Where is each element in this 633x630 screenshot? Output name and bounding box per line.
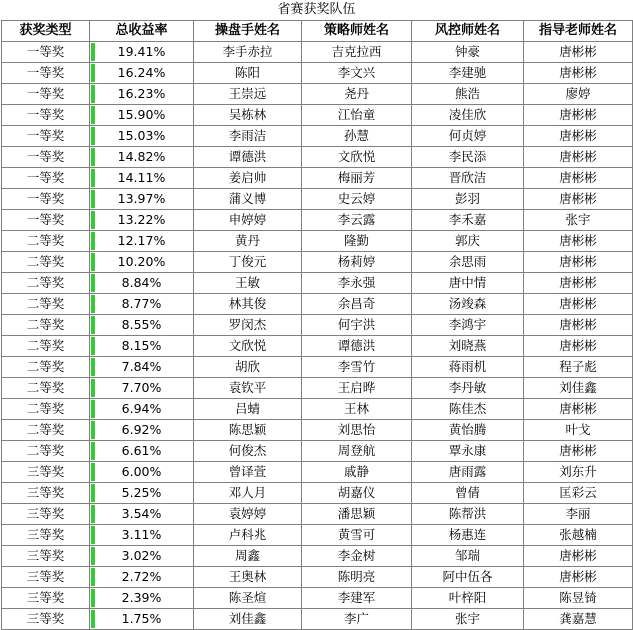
cell-total-return [90, 357, 194, 378]
cell-trader-name: 李雨洁 [194, 126, 302, 147]
return-marker [91, 526, 95, 544]
cell-strategist-name: 戚静 [302, 462, 412, 483]
cell-advisor-name: 唐彬彬 [524, 273, 633, 294]
column-header-total-return: 总收益率 [90, 21, 194, 42]
cell-risk-manager-name: 何贞婷 [412, 126, 524, 147]
table-header [2, 21, 633, 42]
return-marker [91, 106, 95, 124]
table-row [2, 462, 633, 483]
return-marker [91, 337, 95, 355]
cell-risk-manager-name: 刘晓燕 [412, 336, 524, 357]
cell-total-return [90, 609, 194, 630]
cell-strategist-name: 梅丽芳 [302, 168, 412, 189]
cell-total-return [90, 63, 194, 84]
table-row [2, 609, 633, 630]
return-marker [91, 295, 95, 313]
cell-total-return [90, 168, 194, 189]
cell-advisor-name: 唐彬彬 [524, 252, 633, 273]
return-value: 3.11% [121, 527, 162, 542]
cell-award-type: 一等奖 [2, 126, 90, 147]
cell-advisor-name: 张越楠 [524, 525, 633, 546]
return-marker [91, 505, 95, 523]
return-value: 6.61% [121, 443, 162, 458]
cell-advisor-name: 唐彬彬 [524, 294, 633, 315]
cell-total-return [90, 546, 194, 567]
cell-trader-name: 黄丹 [194, 231, 302, 252]
table-row [2, 420, 633, 441]
table-body [2, 42, 633, 630]
cell-total-return [90, 210, 194, 231]
cell-advisor-name: 匡彩云 [524, 483, 633, 504]
table-row [2, 546, 633, 567]
cell-total-return [90, 462, 194, 483]
award-table [1, 20, 633, 630]
cell-advisor-name: 叶戈 [524, 420, 633, 441]
cell-award-type: 二等奖 [2, 378, 90, 399]
cell-total-return [90, 525, 194, 546]
cell-advisor-name: 唐彬彬 [524, 231, 633, 252]
cell-risk-manager-name: 蒋雨机 [412, 357, 524, 378]
cell-trader-name: 王敏 [194, 273, 302, 294]
return-value: 6.00% [121, 464, 162, 479]
column-header-award-type: 获奖类型 [2, 21, 90, 42]
cell-risk-manager-name: 彭羽 [412, 189, 524, 210]
cell-award-type: 一等奖 [2, 168, 90, 189]
cell-award-type: 三等奖 [2, 609, 90, 630]
cell-trader-name: 吴栋林 [194, 105, 302, 126]
cell-risk-manager-name: 覃永康 [412, 441, 524, 462]
cell-strategist-name: 隆勤 [302, 231, 412, 252]
table-row [2, 357, 633, 378]
cell-trader-name: 卢科兆 [194, 525, 302, 546]
cell-strategist-name: 孙慧 [302, 126, 412, 147]
return-marker [91, 610, 95, 628]
table-row [2, 126, 633, 147]
return-value: 12.17% [117, 233, 166, 248]
cell-trader-name: 丁俊元 [194, 252, 302, 273]
cell-trader-name: 胡欣 [194, 357, 302, 378]
cell-award-type: 三等奖 [2, 546, 90, 567]
cell-trader-name: 李手赤拉 [194, 42, 302, 63]
return-value: 8.77% [121, 296, 162, 311]
cell-award-type: 二等奖 [2, 231, 90, 252]
cell-risk-manager-name: 李民添 [412, 147, 524, 168]
cell-strategist-name: 尧丹 [302, 84, 412, 105]
return-value: 15.03% [117, 128, 166, 143]
table-row [2, 588, 633, 609]
cell-award-type: 一等奖 [2, 189, 90, 210]
cell-total-return [90, 336, 194, 357]
cell-strategist-name: 王林 [302, 399, 412, 420]
cell-strategist-name: 史云婷 [302, 189, 412, 210]
cell-strategist-name: 文欣悦 [302, 147, 412, 168]
cell-risk-manager-name: 钟豪 [412, 42, 524, 63]
return-marker [91, 64, 95, 82]
return-value: 3.02% [121, 548, 162, 563]
table-row [2, 231, 633, 252]
return-value: 5.25% [121, 485, 162, 500]
return-marker [91, 316, 95, 334]
return-marker [91, 547, 95, 565]
cell-risk-manager-name: 李建驰 [412, 63, 524, 84]
return-marker [91, 484, 95, 502]
cell-strategist-name: 黄雪可 [302, 525, 412, 546]
cell-advisor-name: 张宇 [524, 210, 633, 231]
cell-trader-name: 文欣悦 [194, 336, 302, 357]
cell-advisor-name: 龚嘉慧 [524, 609, 633, 630]
table-row [2, 189, 633, 210]
cell-award-type: 三等奖 [2, 567, 90, 588]
return-value: 13.22% [117, 212, 166, 227]
cell-risk-manager-name: 凌佳欣 [412, 105, 524, 126]
table-row [2, 315, 633, 336]
return-value: 16.23% [117, 86, 166, 101]
table-row [2, 42, 633, 63]
table-row [2, 378, 633, 399]
return-marker [91, 400, 95, 418]
cell-strategist-name: 谭德洪 [302, 336, 412, 357]
cell-risk-manager-name: 余思雨 [412, 252, 524, 273]
cell-risk-manager-name: 杨惠连 [412, 525, 524, 546]
cell-advisor-name: 李丽 [524, 504, 633, 525]
table-row [2, 504, 633, 525]
return-value: 8.15% [121, 338, 162, 353]
cell-risk-manager-name: 黄怡腾 [412, 420, 524, 441]
cell-award-type: 二等奖 [2, 420, 90, 441]
return-marker [91, 463, 95, 481]
cell-risk-manager-name: 晋欣洁 [412, 168, 524, 189]
table-row [2, 63, 633, 84]
cell-total-return [90, 42, 194, 63]
table-row [2, 210, 633, 231]
table-row [2, 147, 633, 168]
cell-advisor-name: 唐彬彬 [524, 315, 633, 336]
cell-risk-manager-name: 曾倩 [412, 483, 524, 504]
return-marker [91, 211, 95, 229]
cell-total-return [90, 294, 194, 315]
cell-total-return [90, 126, 194, 147]
cell-strategist-name: 李建军 [302, 588, 412, 609]
page-title: 省赛获奖队伍 [277, 2, 356, 17]
cell-strategist-name: 李金树 [302, 546, 412, 567]
return-marker [91, 169, 95, 187]
return-value: 7.70% [121, 380, 162, 395]
cell-award-type: 三等奖 [2, 462, 90, 483]
return-value: 14.11% [117, 170, 166, 185]
table-row [2, 273, 633, 294]
cell-advisor-name: 陈昱锜 [524, 588, 633, 609]
table-row [2, 252, 633, 273]
cell-award-type: 一等奖 [2, 42, 90, 63]
cell-strategist-name: 刘思怡 [302, 420, 412, 441]
cell-advisor-name: 唐彬彬 [524, 105, 633, 126]
cell-risk-manager-name: 张宇 [412, 609, 524, 630]
cell-award-type: 三等奖 [2, 504, 90, 525]
cell-advisor-name: 唐彬彬 [524, 63, 633, 84]
cell-total-return [90, 189, 194, 210]
cell-trader-name: 谭德洪 [194, 147, 302, 168]
cell-strategist-name: 胡嘉仪 [302, 483, 412, 504]
cell-total-return [90, 441, 194, 462]
return-value: 3.54% [121, 506, 162, 521]
return-value: 14.82% [117, 149, 166, 164]
cell-total-return [90, 147, 194, 168]
cell-trader-name: 周鑫 [194, 546, 302, 567]
cell-award-type: 二等奖 [2, 273, 90, 294]
cell-advisor-name: 唐彬彬 [524, 126, 633, 147]
cell-trader-name: 姜启帅 [194, 168, 302, 189]
cell-total-return [90, 273, 194, 294]
cell-trader-name: 陈阳 [194, 63, 302, 84]
cell-total-return [90, 588, 194, 609]
cell-total-return [90, 504, 194, 525]
column-header-advisor-name: 指导老师姓名 [524, 21, 633, 42]
return-marker [91, 379, 95, 397]
cell-trader-name: 陈圣煊 [194, 588, 302, 609]
cell-trader-name: 刘佳鑫 [194, 609, 302, 630]
cell-advisor-name: 唐彬彬 [524, 546, 633, 567]
cell-strategist-name: 陈明亮 [302, 567, 412, 588]
cell-strategist-name: 李永强 [302, 273, 412, 294]
cell-trader-name: 王崇远 [194, 84, 302, 105]
cell-advisor-name: 唐彬彬 [524, 441, 633, 462]
cell-risk-manager-name: 郭庆 [412, 231, 524, 252]
cell-advisor-name: 唐彬彬 [524, 189, 633, 210]
cell-strategist-name: 吉克拉西 [302, 42, 412, 63]
column-header-risk-manager-name: 风控师姓名 [412, 21, 524, 42]
table-row [2, 84, 633, 105]
cell-advisor-name: 唐彬彬 [524, 399, 633, 420]
cell-award-type: 三等奖 [2, 525, 90, 546]
return-marker [91, 85, 95, 103]
cell-trader-name: 王奥林 [194, 567, 302, 588]
cell-risk-manager-name: 邹瑞 [412, 546, 524, 567]
cell-risk-manager-name: 陈帮洪 [412, 504, 524, 525]
cell-strategist-name: 杨莉婷 [302, 252, 412, 273]
return-value: 8.84% [121, 275, 162, 290]
cell-total-return [90, 567, 194, 588]
return-marker [91, 568, 95, 586]
return-marker [91, 43, 95, 61]
cell-trader-name: 吕蜻 [194, 399, 302, 420]
cell-risk-manager-name: 李禾嘉 [412, 210, 524, 231]
cell-advisor-name: 廖婷 [524, 84, 633, 105]
cell-trader-name: 邓人月 [194, 483, 302, 504]
cell-total-return [90, 483, 194, 504]
return-marker [91, 127, 95, 145]
cell-award-type: 一等奖 [2, 105, 90, 126]
table-row [2, 105, 633, 126]
cell-strategist-name: 李云露 [302, 210, 412, 231]
cell-award-type: 一等奖 [2, 84, 90, 105]
cell-trader-name: 陈思颖 [194, 420, 302, 441]
cell-total-return [90, 315, 194, 336]
return-marker [91, 148, 95, 166]
cell-award-type: 二等奖 [2, 441, 90, 462]
cell-risk-manager-name: 李鸿宇 [412, 315, 524, 336]
cell-advisor-name: 唐彬彬 [524, 567, 633, 588]
cell-award-type: 三等奖 [2, 588, 90, 609]
cell-award-type: 二等奖 [2, 252, 90, 273]
cell-award-type: 二等奖 [2, 399, 90, 420]
cell-trader-name: 申婷婷 [194, 210, 302, 231]
cell-advisor-name: 刘佳鑫 [524, 378, 633, 399]
cell-total-return [90, 84, 194, 105]
cell-trader-name: 林其俊 [194, 294, 302, 315]
cell-strategist-name: 周登航 [302, 441, 412, 462]
return-marker [91, 421, 95, 439]
cell-total-return [90, 420, 194, 441]
cell-award-type: 二等奖 [2, 357, 90, 378]
cell-advisor-name: 刘东升 [524, 462, 633, 483]
return-value: 8.55% [121, 317, 162, 332]
return-marker [91, 232, 95, 250]
return-value: 6.92% [121, 422, 162, 437]
cell-strategist-name: 何宇洪 [302, 315, 412, 336]
cell-award-type: 二等奖 [2, 294, 90, 315]
return-value: 2.72% [121, 569, 162, 584]
return-marker [91, 358, 95, 376]
return-value: 1.75% [121, 611, 162, 626]
cell-strategist-name: 余昌奇 [302, 294, 412, 315]
return-marker [91, 190, 95, 208]
cell-risk-manager-name: 熊浩 [412, 84, 524, 105]
cell-risk-manager-name: 汤竣森 [412, 294, 524, 315]
table-row [2, 441, 633, 462]
return-value: 7.84% [121, 359, 162, 374]
cell-award-type: 三等奖 [2, 483, 90, 504]
cell-strategist-name: 江怡童 [302, 105, 412, 126]
cell-advisor-name: 唐彬彬 [524, 42, 633, 63]
return-value: 16.24% [117, 65, 166, 80]
return-marker [91, 589, 95, 607]
cell-trader-name: 袁钦平 [194, 378, 302, 399]
cell-award-type: 一等奖 [2, 63, 90, 84]
cell-advisor-name: 唐彬彬 [524, 147, 633, 168]
return-value: 6.94% [121, 401, 162, 416]
return-value: 19.41% [117, 44, 166, 59]
cell-risk-manager-name: 李丹敏 [412, 378, 524, 399]
table-row [2, 168, 633, 189]
cell-trader-name: 何俊杰 [194, 441, 302, 462]
cell-award-type: 二等奖 [2, 336, 90, 357]
cell-strategist-name: 李文兴 [302, 63, 412, 84]
cell-trader-name: 罗闵杰 [194, 315, 302, 336]
cell-risk-manager-name: 唐中情 [412, 273, 524, 294]
cell-total-return [90, 105, 194, 126]
table-row [2, 567, 633, 588]
table-row [2, 294, 633, 315]
cell-risk-manager-name: 叶梓阳 [412, 588, 524, 609]
return-marker [91, 442, 95, 460]
table-row [2, 399, 633, 420]
cell-total-return [90, 378, 194, 399]
table-row [2, 483, 633, 504]
cell-advisor-name: 唐彬彬 [524, 336, 633, 357]
cell-total-return [90, 399, 194, 420]
return-marker [91, 253, 95, 271]
table-row [2, 336, 633, 357]
cell-risk-manager-name: 唐雨露 [412, 462, 524, 483]
cell-award-type: 一等奖 [2, 147, 90, 168]
cell-trader-name: 袁婷婷 [194, 504, 302, 525]
cell-award-type: 一等奖 [2, 210, 90, 231]
column-header-trader-name: 操盘手姓名 [194, 21, 302, 42]
table-row [2, 525, 633, 546]
cell-award-type: 二等奖 [2, 315, 90, 336]
cell-risk-manager-name: 陈佳杰 [412, 399, 524, 420]
return-marker [91, 274, 95, 292]
cell-total-return [90, 231, 194, 252]
return-value: 2.39% [121, 590, 162, 605]
cell-advisor-name: 唐彬彬 [524, 168, 633, 189]
cell-strategist-name: 李雪竹 [302, 357, 412, 378]
return-value: 15.90% [117, 107, 166, 122]
cell-trader-name: 蒲义博 [194, 189, 302, 210]
cell-trader-name: 曾译萱 [194, 462, 302, 483]
cell-strategist-name: 王启晔 [302, 378, 412, 399]
cell-advisor-name: 程子彪 [524, 357, 633, 378]
column-header-strategist-name: 策略师姓名 [302, 21, 412, 42]
table-header-row [2, 21, 633, 42]
cell-strategist-name: 潘思颖 [302, 504, 412, 525]
cell-risk-manager-name: 阿中伍各 [412, 567, 524, 588]
cell-total-return [90, 252, 194, 273]
cell-strategist-name: 李广 [302, 609, 412, 630]
return-value: 10.20% [117, 254, 166, 269]
return-value: 13.97% [117, 191, 166, 206]
